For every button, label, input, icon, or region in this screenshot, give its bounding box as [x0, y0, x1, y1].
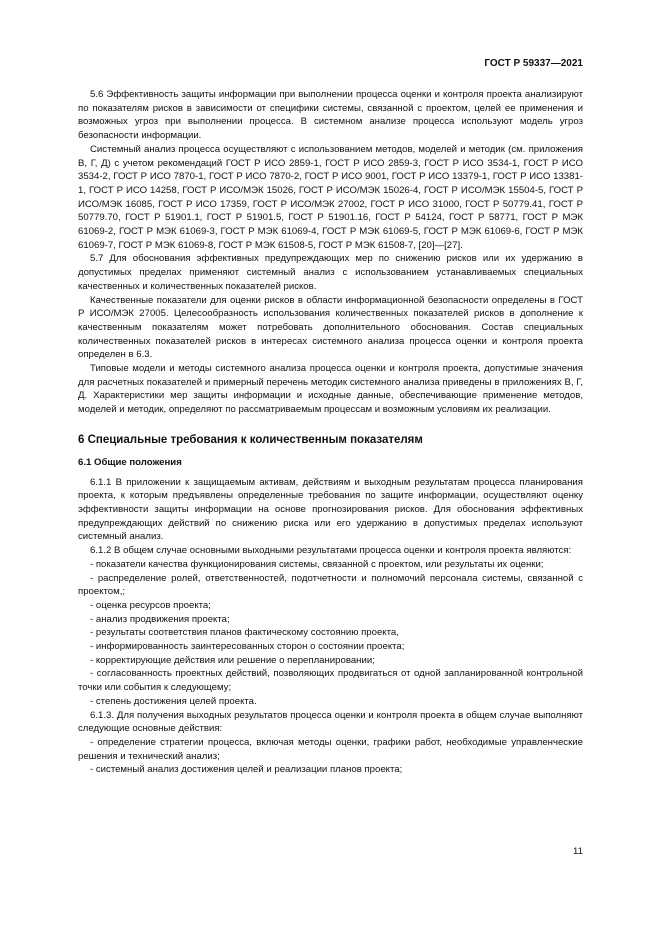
- list-item: - информированность заинтересованных сторон о состоянии проекта;: [90, 641, 405, 653]
- spacer: [78, 447, 583, 456]
- paragraph: 6.1.1 В приложении к защищаемым активам, действиям и выходным результатам процесса планирования проекта, к которым предъявлены определенные требования по защите информации, осуществляют оценку эффективности защиты информации на основе прогнозирования рисков. Для обоснования эффективных предупреждающих действий по снижению риска или его удержанию в допустимых пределах используют системный анализ.: [78, 476, 583, 543]
- list-item: - распределение ролей, ответственностей, подотчетности и полномочий персонала системы, связанной с проектом,;: [78, 572, 583, 598]
- paragraph: 5.7 Для обоснования эффективных предупреждающих мер по снижению рисков или их удержанию в допустимых пределах применяют системный анализ с использованием устанавливаемых специальных качественных и количественных показателей рисков.: [78, 253, 583, 292]
- list-item: - показатели качества функционирования системы, связанной с проектом, или результаты их оценки;: [90, 558, 544, 570]
- list-item: - степень достижения целей проекта.: [90, 695, 257, 707]
- document-body: [78, 88, 583, 777]
- list-item: - оценка ресурсов проекта;: [90, 599, 211, 611]
- section-heading: 6 Специальные требования к количественным показателям: [78, 433, 423, 446]
- page-number: 11: [573, 846, 583, 857]
- list-item: - системный анализ достижения целей и реализации планов проекта;: [90, 764, 403, 776]
- paragraph: Системный анализ процесса осуществляют с использованием методов, моделей и методик (см. приложения В, Г, Д) с учетом рекомендаций ГОСТ Р ИСО 2859-1, ГОСТ Р ИСО 2859-3, ГОСТ Р ИСО 3534-1, ГОСТ Р ИСО 3534-2, ГОСТ Р ИСО 7870-1, ГОСТ Р ИСО 7870-2, ГОСТ Р ИСО 9001, ГОСТ Р ИСО 13379-1, ГОСТ Р ИСО 13381-1, ГОСТ Р ИСО 14258, ГОСТ Р ИСО/МЭК 15026, ГОСТ Р ИСО/МЭК 15026-4, ГОСТ Р ИСО/МЭК 15504-5, ГОСТ Р ИСО/МЭК 16085, ГОСТ Р ИСО 17359, ГОСТ Р ИСО/МЭК 27002, ГОСТ Р ИСО 31000, ГОСТ Р 50779.41, ГОСТ Р 50779.70, ГОСТ Р 51901.1, ГОСТ Р 51901.5, ГОСТ Р 51901.16, ГОСТ Р 54124, ГОСТ Р 58771, ГОСТ Р МЭК 61069-2, ГОСТ Р МЭК 61069-3, ГОСТ Р МЭК 61069-4, ГОСТ Р МЭК 61069-5, ГОСТ Р МЭК 61069-6, ГОСТ Р МЭК 61069-7, ГОСТ Р МЭК 61069-8, ГОСТ Р МЭК 61508-5, ГОСТ Р МЭК 61508-7, [20]—[27].: [78, 143, 583, 251]
- paragraph: Качественные показатели для оценки рисков в области информационной безопасности определены в ГОСТ Р ИСО/МЭК 27005. Целесообразность использования количественных показателей рисков в дополнение к качественным показателям может потребовать дополнительного обоснования. Состав специальных количественных показателей рисков в интересах системного анализа процесса оценки и контроля проекта определен в 6.3.: [78, 294, 583, 361]
- list-item: - определение стратегии процесса, включая методы оценки, графики работ, необходимые управленческие решения и технический анализ;: [78, 736, 583, 762]
- list-item: - корректирующие действия или решение о перепланировании;: [90, 654, 375, 666]
- list-item: - согласованность проектных действий, позволяющих продвигаться от одной запланированной контрольной точки или события к следующему;: [78, 668, 583, 694]
- document-code: ГОСТ Р 59337—2021: [484, 58, 583, 69]
- list-item: - результаты соответствия планов фактическому состоянию проекта,: [90, 627, 399, 639]
- paragraph: 6.1.3. Для получения выходных результатов процесса оценки и контроля проекта в общем случае выполняют следующие основные действия:: [78, 709, 583, 735]
- paragraph: 6.1.2 В общем случае основными выходными результатами процесса оценки и контроля проекта являются:: [90, 545, 572, 557]
- subsection-heading: 6.1 Общие положения: [78, 456, 182, 468]
- spacer: [78, 417, 583, 433]
- paragraph: Типовые модели и методы системного анализа процесса оценки и контроля проекта, допустимые значения для расчетных показателей и примерный перечень методик системного анализа приведены в приложениях В, Г, Д. Характеристики мер защиты информации и исходные данные, обеспечивающие применение методов, моделей и методик, определяют по рассматриваемым процессам и возможным условиям их реализации.: [78, 363, 583, 416]
- paragraph: 5.6 Эффективность защиты информации при выполнении процесса оценки и контроля проекта анализируют по показателям рисков в зависимости от специфики системы, связанной с проектом, целей ее применения и возможных угроз при выполнении процесса. В системном анализе процесса используют модель угроз безопасности информации.: [78, 89, 583, 142]
- list-item: - анализ продвижения проекта;: [90, 613, 230, 625]
